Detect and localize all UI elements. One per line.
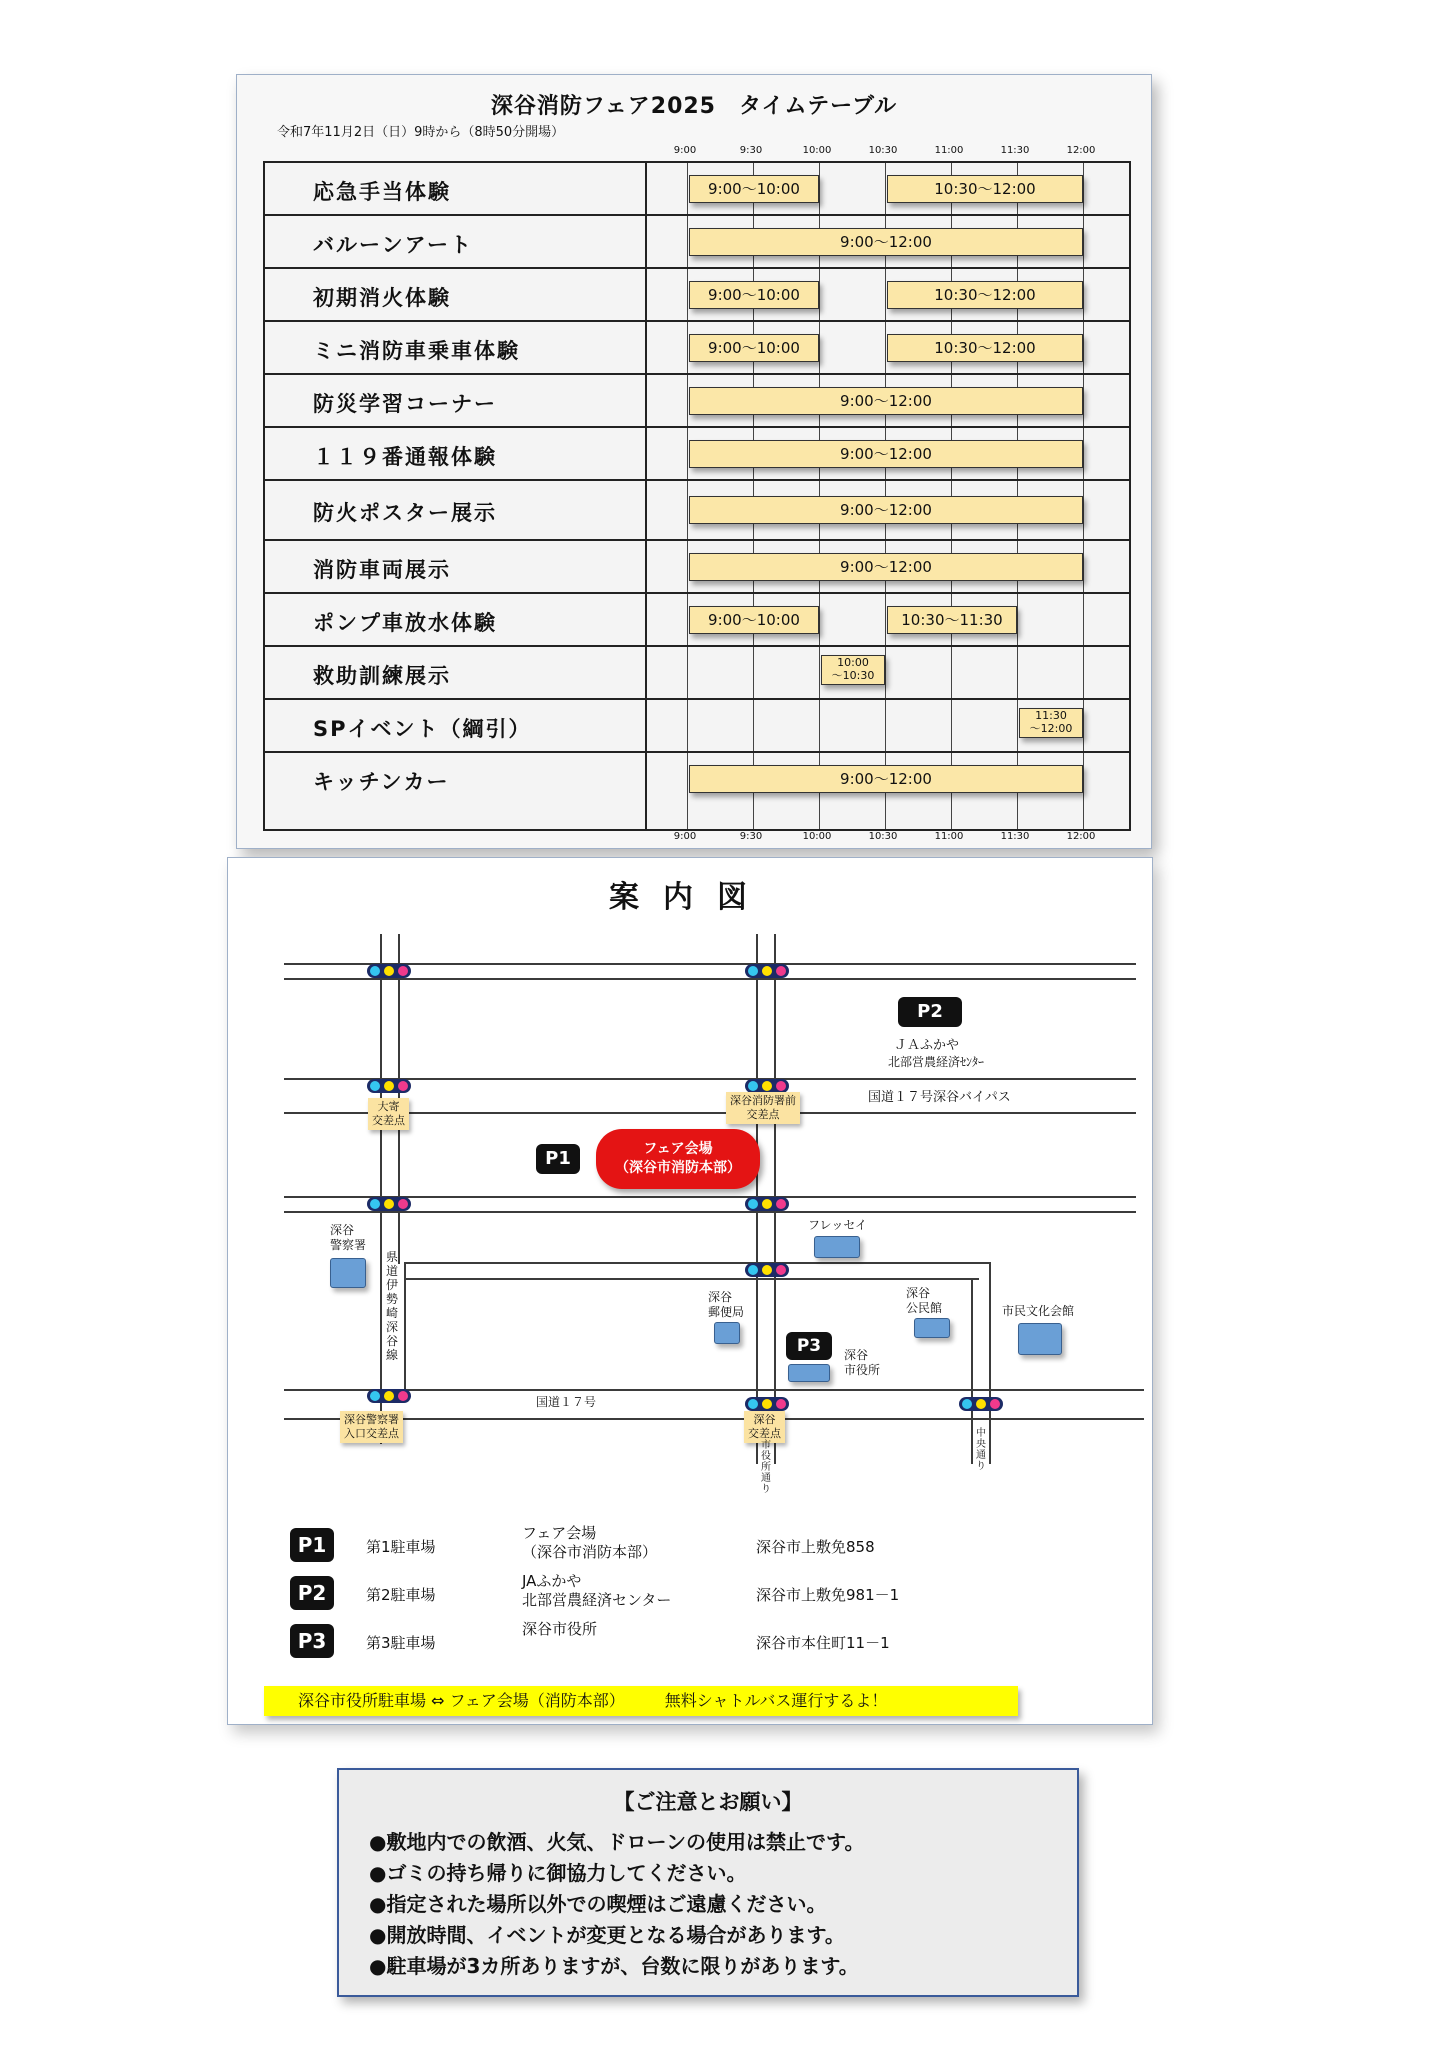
schedule-bar: 9:00～12:00 [689,496,1083,524]
timetable-row [265,322,1129,375]
culture-hall-label: 市民文化会館 [1002,1304,1075,1318]
event-name: バルーンアート [313,232,473,257]
city-hall-label: 深谷 市役所 [844,1348,881,1377]
traffic-signal-icon [367,1197,411,1211]
timetable-row [265,700,1129,753]
schedule-bar: 9:00～10:00 [689,175,819,203]
schedule-bar: 9:00～10:00 [689,334,819,362]
event-name: 消防車両展示 [313,557,451,582]
road-chuo [971,1278,973,1464]
traffic-signal-icon [367,1079,411,1093]
note-item: ●開放時間、イベントが変更となる場合があります。 [369,1923,845,1947]
parking-name: 第2駐車場 [366,1586,436,1604]
time-tick-label: 10:00 [802,145,832,156]
traffic-signal-icon [959,1397,1003,1411]
timetable-row [265,163,1129,216]
schedule-bar: 9:00～10:00 [689,281,819,309]
parking-p3-badge: P3 [786,1332,832,1360]
time-tick-label: 9:30 [739,145,763,156]
event-name: キッチンカー [313,769,450,794]
note-item: ●敷地内での飲酒、火気、ドローンの使用は禁止です。 [369,1830,865,1854]
parking-p2-badge: P2 [898,997,962,1027]
road-pref-vertical [404,1264,406,1389]
parking-legend-row [290,1524,1110,1564]
city-hall-street-label: 市役所通り [761,1440,771,1495]
note-item: ●指定された場所以外での喫煙はご遠慮ください。 [369,1892,827,1916]
event-name: 防火ポスター展示 [313,501,497,525]
road-north [284,963,1136,965]
culture-hall-building [1018,1323,1062,1355]
road-chuo [989,1262,991,1464]
route17-label: 国道１７号 [536,1395,597,1409]
timetable-grid [263,161,1131,831]
timetable-row [265,541,1129,594]
schedule-bar: 11:30 ～12:00 [1019,708,1083,738]
ja-fukaya-label: ＪＡふかや [894,1038,960,1053]
road-pref [404,1278,979,1280]
schedule-bar: 9:00～12:00 [689,765,1083,793]
parking-place: 深谷市役所 [522,1620,598,1638]
time-tick-label: 11:30 [1000,145,1030,156]
pref-road-label: 県道伊勢崎深谷線 [385,1250,398,1362]
traffic-signal-icon [745,1079,789,1093]
time-tick-label: 11:00 [934,831,964,842]
parking-name: 第1駐車場 [366,1538,436,1556]
timetable-row [265,428,1129,481]
omoi-crossing-label: 大寄 交差点 [368,1098,409,1130]
parking-address: 深谷市上敷免858 [756,1538,875,1556]
schedule-bar: 10:00 ～10:30 [821,655,885,685]
time-tick-label: 9:00 [673,831,697,842]
road-north [284,978,1136,980]
post-office-building [714,1322,740,1344]
parking-badge: P2 [290,1576,334,1610]
fressei-building [814,1236,860,1258]
road-middle [284,1196,1136,1198]
community-hall-label: 深谷 公民館 [906,1286,943,1315]
event-name: 救助訓練展示 [313,663,451,688]
post-office-label: 深谷 郵便局 [708,1290,745,1319]
notes-panel [337,1768,1079,1997]
fair-venue-label: フェア会場 （深谷市消防本部） [615,1141,741,1176]
schedule-bar: 9:00～12:00 [689,387,1083,415]
schedule-bar: 10:30～12:00 [887,175,1083,203]
traffic-signal-icon [745,964,789,978]
parking-p1-badge: P1 [536,1144,580,1174]
timetable-title: 深谷消防フェア2025 タイムテーブル [490,94,898,119]
road-bypass [284,1112,1136,1114]
map-title: 案内図 [609,880,771,915]
event-name: SPイベント（綱引） [313,716,532,741]
time-tick-label: 12:00 [1066,145,1096,156]
road-middle [284,1211,1136,1213]
parking-address: 深谷市上敷免981－1 [756,1586,900,1604]
bypass-label: 国道１７号深谷バイパス [868,1090,1011,1105]
time-tick-label: 10:30 [868,831,898,842]
traffic-signal-icon [367,964,411,978]
schedule-bar: 9:00～12:00 [689,553,1083,581]
event-name: ミニ消防車乗車体験 [313,338,520,363]
road-route17 [284,1418,1144,1420]
event-name: 初期消火体験 [313,285,451,310]
time-tick-label: 11:30 [1000,831,1030,842]
shuttle-bus-text: 深谷市役所駐車場 ⇔ フェア会場（消防本部） 無料シャトルバス運行するよ！ [298,1691,888,1710]
schedule-bar: 10:30～12:00 [887,334,1083,362]
police-crossing-label: 深谷警察署 入口交差点 [340,1411,403,1443]
timetable-row [265,269,1129,322]
schedule-bar: 9:00～10:00 [689,606,819,634]
note-item: ●駐車場が3カ所ありますが、台数に限りがあります。 [369,1954,859,1978]
timetable-panel [236,74,1152,849]
time-tick-label: 9:30 [739,831,763,842]
schedule-bar: 9:00～12:00 [689,228,1083,256]
parking-badge: P1 [290,1528,334,1562]
traffic-signal-icon [367,1389,411,1403]
road-pref [404,1262,989,1264]
schedule-bar: 10:30～12:00 [887,281,1083,309]
event-name: ポンプ車放水体験 [313,610,497,635]
fukaya-crossing-label: 深谷 交差点 [744,1411,785,1443]
traffic-signal-icon [745,1263,789,1277]
timetable-row [265,647,1129,700]
parking-badge: P3 [290,1624,334,1658]
road-bypass [284,1078,1136,1080]
schedule-bar: 9:00～12:00 [689,440,1083,468]
fair-venue-marker [596,1129,760,1189]
parking-place: JAふかや 北部営農経済センター [522,1572,672,1609]
timetable-row [265,375,1129,428]
chuo-street-label: 中央通り [976,1428,986,1472]
notes-title: 【ご注意とお願い】 [613,1790,803,1814]
road-route17 [284,1389,1144,1391]
city-hall-building [788,1364,830,1382]
time-tick-label: 11:00 [934,145,964,156]
note-item: ●ゴミの持ち帰りに御協力してください。 [369,1861,747,1885]
timetable-row [265,216,1129,269]
event-name: １１９番通報体験 [313,444,497,469]
timetable-row [265,594,1129,647]
parking-address: 深谷市本住町11－1 [756,1634,890,1652]
schedule-bar: 10:30～11:30 [887,606,1017,634]
time-tick-label: 9:00 [673,145,697,156]
event-name: 防災学習コーナー [313,391,497,416]
time-tick-label: 10:00 [802,831,832,842]
community-hall-building [914,1318,950,1338]
fressei-label: フレッセイ [808,1218,868,1232]
road-west [380,934,382,1444]
time-tick-label: 10:30 [868,145,898,156]
traffic-signal-icon [745,1197,789,1211]
ja-center-label: 北部営農経済ｾﾝﾀｰ [888,1055,985,1069]
parking-place: フェア会場 （深谷市消防本部） [522,1524,658,1561]
police-building [330,1258,366,1288]
shuttle-bus-banner [264,1686,1018,1716]
timetable-row [265,753,1129,804]
traffic-signal-icon [745,1397,789,1411]
timetable-subtitle: 令和7年11月2日（日）9時から（8時50分開場） [277,125,565,140]
map-panel [227,857,1153,1725]
parking-legend-row [290,1620,1110,1660]
police-label: 深谷 警察署 [330,1223,367,1252]
event-name: 応急手当体験 [313,179,451,204]
timetable-row [265,481,1129,541]
fire-station-crossing-label: 深谷消防署前 交差点 [726,1092,800,1124]
time-tick-label: 12:00 [1066,831,1096,842]
parking-name: 第3駐車場 [366,1634,436,1652]
parking-legend-row [290,1572,1110,1612]
